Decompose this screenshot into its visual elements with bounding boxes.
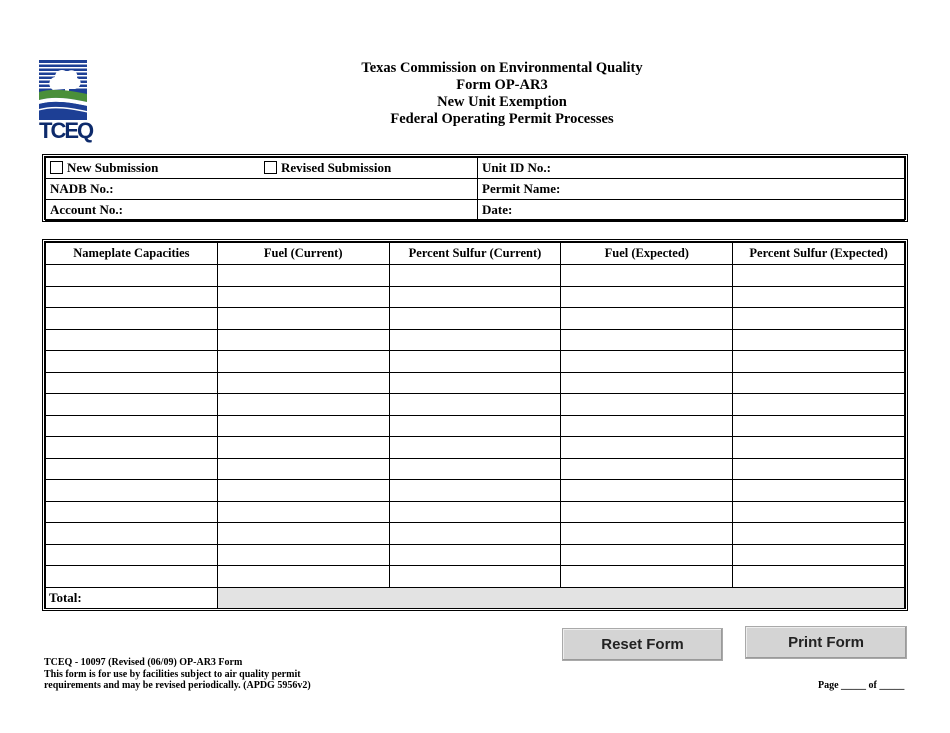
form-number: Form OP-AR3: [456, 77, 548, 93]
col-fuel-expected: Fuel (Expected): [561, 243, 733, 265]
footer-form-id: TCEQ - 10097 (Revised (06/09) OP-AR3 Form: [44, 657, 243, 668]
table-cell-input[interactable]: [217, 308, 389, 330]
date-field[interactable]: [478, 200, 905, 221]
table-row: [46, 523, 905, 545]
col-nameplate-capacities: Nameplate Capacities: [46, 243, 218, 265]
revised-submission-checkbox[interactable]: [264, 161, 277, 174]
table-cell-input[interactable]: [561, 308, 733, 330]
table-cell-input[interactable]: [389, 566, 561, 588]
table-row: [46, 329, 905, 351]
table-cell-input[interactable]: [46, 372, 218, 394]
table-row: [46, 351, 905, 373]
table-cell-input[interactable]: [389, 372, 561, 394]
total-value-field[interactable]: [217, 587, 904, 609]
table-cell-input[interactable]: [389, 544, 561, 566]
table-cell-input[interactable]: [46, 415, 218, 437]
form-footer: [44, 657, 311, 692]
table-cell-input[interactable]: [46, 329, 218, 351]
reset-form-button[interactable]: Reset Form: [562, 628, 723, 661]
table-cell-input[interactable]: [389, 480, 561, 502]
table-cell-input[interactable]: [389, 351, 561, 373]
table-cell-input[interactable]: [217, 437, 389, 459]
table-cell-input[interactable]: [733, 437, 905, 459]
table-cell-input[interactable]: [561, 329, 733, 351]
table-cell-input[interactable]: [217, 372, 389, 394]
table-cell-input[interactable]: [217, 265, 389, 287]
form-header: [302, 60, 702, 128]
table-cell-input[interactable]: [561, 480, 733, 502]
table-cell-input[interactable]: [217, 480, 389, 502]
table-cell-input[interactable]: [733, 501, 905, 523]
permit-name-field[interactable]: [478, 179, 905, 200]
table-cell-input[interactable]: [733, 308, 905, 330]
footer-note-2: requirements and may be revised periodically. (APDG 5956v2): [44, 680, 311, 691]
logo-wordmark: TCEQ: [39, 118, 93, 143]
table-cell-input[interactable]: [561, 523, 733, 545]
nadb-label: NADB No.:: [50, 181, 114, 196]
account-label: Account No.:: [50, 202, 123, 217]
table-cell-input[interactable]: [217, 394, 389, 416]
table-cell-input[interactable]: [46, 458, 218, 480]
table-cell-input[interactable]: [733, 351, 905, 373]
table-cell-input[interactable]: [46, 544, 218, 566]
revised-submission-option[interactable]: [264, 160, 391, 176]
table-cell-input[interactable]: [217, 286, 389, 308]
table-cell-input[interactable]: [217, 351, 389, 373]
footer-note-1: This form is for use by facilities subject to air quality permit: [44, 668, 301, 680]
submission-info: [42, 154, 908, 222]
table-cell-input[interactable]: [389, 394, 561, 416]
table-cell-input[interactable]: [46, 437, 218, 459]
revised-submission-label: Revised Submission: [281, 160, 392, 175]
exemption-table: [42, 239, 908, 611]
table-cell-input[interactable]: [733, 415, 905, 437]
table-cell-input[interactable]: [561, 265, 733, 287]
table-row: [46, 566, 905, 588]
table-row: [46, 265, 905, 287]
table-cell-input[interactable]: [733, 372, 905, 394]
table-cell-input[interactable]: [561, 566, 733, 588]
tceq-logo: [39, 60, 93, 144]
table-cell-input[interactable]: [733, 394, 905, 416]
table-cell-input[interactable]: [389, 523, 561, 545]
date-label: Date:: [482, 202, 513, 217]
table-cell-input[interactable]: [733, 566, 905, 588]
nadb-field[interactable]: [46, 179, 478, 200]
table-cell-input[interactable]: [46, 480, 218, 502]
new-submission-checkbox[interactable]: [50, 161, 63, 174]
table-cell-input[interactable]: [46, 286, 218, 308]
form-subtitle: Federal Operating Permit Processes: [390, 111, 614, 127]
table-cell-input[interactable]: [561, 501, 733, 523]
new-submission-label: New Submission: [67, 160, 159, 175]
table-cell-input[interactable]: [733, 286, 905, 308]
table-cell-input[interactable]: [46, 394, 218, 416]
agency-title: Texas Commission on Environmental Quality: [361, 60, 643, 76]
form-title: New Unit Exemption: [437, 94, 567, 110]
table-row: [46, 308, 905, 330]
table-cell-input[interactable]: [389, 329, 561, 351]
table-cell-input[interactable]: [561, 372, 733, 394]
table-cell-input[interactable]: [46, 308, 218, 330]
table-row: [46, 458, 905, 480]
unit-id-label: Unit ID No.:: [482, 160, 551, 175]
table-row: [46, 372, 905, 394]
account-field[interactable]: [46, 200, 478, 221]
table-cell-input[interactable]: [733, 523, 905, 545]
total-row: [46, 587, 905, 609]
col-fuel-current: Fuel (Current): [217, 243, 389, 265]
submission-type-cell: [46, 158, 478, 179]
total-label: Total:: [46, 587, 218, 609]
table-cell-input[interactable]: [217, 458, 389, 480]
permit-name-label: Permit Name:: [482, 181, 561, 196]
table-row: [46, 415, 905, 437]
table-cell-input[interactable]: [389, 415, 561, 437]
table-row: [46, 286, 905, 308]
table-cell-input[interactable]: [389, 437, 561, 459]
table-cell-input[interactable]: [217, 501, 389, 523]
print-form-button[interactable]: Print Form: [745, 626, 907, 659]
tceq-logo-icon: [39, 60, 87, 120]
table-cell-input[interactable]: [217, 415, 389, 437]
table-cell-input[interactable]: [733, 544, 905, 566]
table-row: [46, 544, 905, 566]
table-row: [46, 501, 905, 523]
unit-id-field[interactable]: [478, 158, 905, 179]
table-cell-input[interactable]: [217, 329, 389, 351]
col-percent-sulfur-expected: Percent Sulfur (Expected): [733, 243, 905, 265]
table-cell-input[interactable]: [561, 415, 733, 437]
table-cell-input[interactable]: [561, 286, 733, 308]
table-cell-input[interactable]: [561, 394, 733, 416]
table-row: [46, 437, 905, 459]
table-row: [46, 480, 905, 502]
table-cell-input[interactable]: [46, 501, 218, 523]
table-row: [46, 394, 905, 416]
table-cell-input[interactable]: [46, 265, 218, 287]
new-submission-option[interactable]: [50, 160, 158, 176]
table-cell-input[interactable]: [733, 480, 905, 502]
table-cell-input[interactable]: [389, 501, 561, 523]
table-body: [46, 265, 905, 609]
table-cell-input[interactable]: [46, 351, 218, 373]
table-cell-input[interactable]: [561, 544, 733, 566]
col-percent-sulfur-current: Percent Sulfur (Current): [389, 243, 561, 265]
table-cell-input[interactable]: [217, 544, 389, 566]
page-number: Page _____ of _____: [818, 680, 905, 691]
table-cell-input[interactable]: [733, 329, 905, 351]
table-cell-input[interactable]: [389, 286, 561, 308]
table-cell-input[interactable]: [561, 351, 733, 373]
table-cell-input[interactable]: [389, 265, 561, 287]
table-cell-input[interactable]: [561, 437, 733, 459]
table-cell-input[interactable]: [389, 308, 561, 330]
table-cell-input[interactable]: [389, 458, 561, 480]
table-header-row: [46, 243, 905, 265]
table-cell-input[interactable]: [733, 458, 905, 480]
table-cell-input[interactable]: [217, 566, 389, 588]
table-cell-input[interactable]: [46, 523, 218, 545]
table-cell-input[interactable]: [733, 265, 905, 287]
table-cell-input[interactable]: [561, 458, 733, 480]
table-cell-input[interactable]: [46, 566, 218, 588]
table-cell-input[interactable]: [217, 523, 389, 545]
